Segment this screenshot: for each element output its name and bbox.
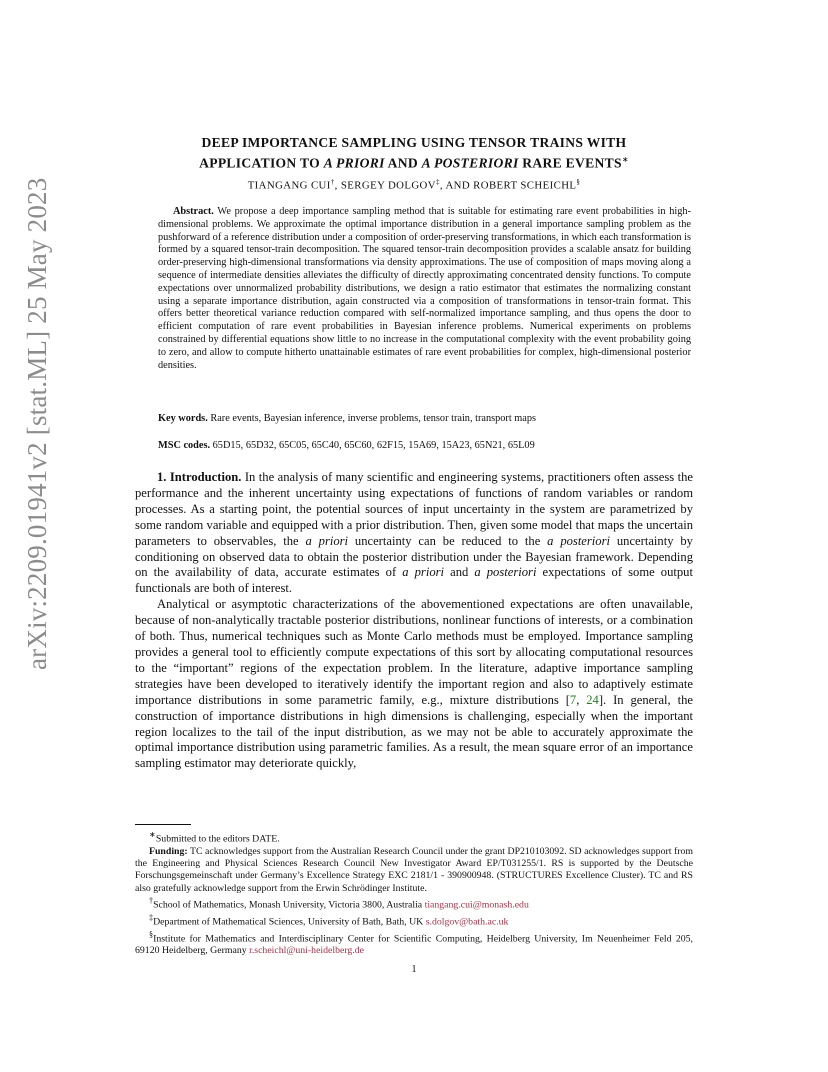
msc-label: MSC codes. — [158, 440, 211, 451]
italic-term: a priori — [305, 533, 349, 548]
paper-title — [135, 134, 693, 172]
author-name: , AND ROBERT SCHEICHL — [439, 179, 577, 192]
italic-term: a priori — [402, 565, 445, 580]
footnote-affiliation-scheichl — [135, 929, 693, 958]
footnote-text: School of Mathematics, Monash University, Victoria 3800, Australia — [153, 899, 425, 911]
abstract-text: We propose a deep importance sampling method that is suitable for estimating rare event probabilities in high-dimensional problems. We approximate the optimal importance distribution in a general importance sampling problem as the pushforward of a reference distribution under a composition of order-preserving transformations, in which each transformation is formed by a squared tensor-train decomposition. The squared tensor-train decomposition provides a scalable ansatz for building order-preserving high-dimensional transformations via density approximations. The use of composition of maps moving along a sequence of intermediate densities alleviates the difficulty of directly approximating concentrated density functions. To compute expectations over unnormalized probability distributions, we design a ratio estimator that estimates the normalizing constant using a separate importance distribution, again constructed via a composition of transformations in tensor-train format. This offers better theoretical variance reduction compared with self-normalized importance sampling, and thus opens the door to efficient computation of rare event probabilities in Bayesian inference problems. Numerical experiments on problems constrained by differential equations show little to no increase in the computational complexity with the event probability going to zero, and allow to compute hitherto unattainable estimates of rare event probabilities for complex, high-dimensional posterior densities. — [158, 206, 692, 371]
title-text: APPLICATION TO — [199, 155, 324, 171]
author-name: TIANGANG CUI — [247, 179, 331, 192]
footnote-submitted — [135, 829, 693, 846]
email-link[interactable]: s.dolgov@bath.ac.uk — [425, 916, 509, 928]
msc-text: 65D15, 65D32, 65C05, 65C40, 65C60, 62F15, 15A69, 15A23, 65N21, 65L09 — [212, 440, 535, 451]
footnote-mark: § — [149, 929, 154, 939]
paragraph-text: , — [576, 692, 587, 707]
title-line-1: DEEP IMPORTANCE SAMPLING USING TENSOR TRAINS WITH — [201, 135, 627, 150]
author-footnote-mark[interactable]: § — [576, 178, 581, 186]
author-footnote-mark[interactable]: † — [330, 178, 335, 186]
footnote-text: TC acknowledges support from the Australian Research Council under the grant DP210103092. SD acknowledges support from the Engineering and Physical Sciences Research Council New Investigator Award EP/T031255/1. RS is supported by the Deutsche Forschungsgemeinschaft under Germany’s Excellence Strategy EXC 2181/1 - 390900948. (STRUCTURES Excellence Cluster). TC and RS also gratefully acknowledge support from the Erwin Schrödinger Institute. — [135, 845, 693, 894]
paragraph-text: ]. In general, the construction of importance distributions in high dimensions is challenging, especially when the important region localizes to the tail of the input distribution, as we may not be able to accurately approximate the optimal importance distribution using parametric families. As a result, the mean square error of an importance sampling estimator may deteriorate quickly, — [135, 692, 693, 771]
citation-link[interactable]: 7 — [569, 692, 577, 707]
title-italic: A PRIORI — [323, 155, 385, 171]
paragraph-text: uncertainty by conditioning on observed data to obtain the posterior distribution under the Bayesian framework. Depending on the availability of data, accurate estimates of — [135, 533, 693, 580]
author-name: , SERGEY DOLGOV — [334, 179, 436, 192]
abstract-label: Abstract. — [172, 206, 214, 217]
title-line-2 — [135, 151, 693, 172]
paragraph-text: Analytical or asymptotic characterizations of the abovementioned expectations are often unavailable, because of non-analytically tractable posterior distributions, nonlinear functions of interests, or a combination of both. Thus, numerical techniques such as Monte Carlo methods must be employed. Importance sampling provides a general tool to efficiently compute expectations of this sort by allocating computational resources to the “important” regions of the expectation problem. In the literature, adaptive importance sampling strategies have been developed to iteratively identify the important region and also to adaptively estimate importance distributions in some parametric family, e.g., mixture distributions [ — [135, 597, 693, 707]
footnote-mark: † — [149, 896, 154, 906]
email-link[interactable]: tiangang.cui@monash.edu — [424, 899, 529, 911]
author-list — [135, 178, 693, 192]
paragraph-text: In the analysis of many scientific and engineering systems, practitioners often assess the performance and the inherent uncertainty using expectations of functions of random variables or random processes. As a starting point, the potential sources of input uncertainty in the system are parametrized by some random variable and equipped with a prior distribution. Then, given some model that maps the uncertain parameters to observables, the — [135, 470, 693, 548]
footnote-rule — [135, 824, 191, 825]
title-italic: A POSTERIORI — [421, 155, 519, 171]
arxiv-identifier-stamp: arXiv:2209.01941v2 [stat.ML] 25 May 2023 — [22, 177, 52, 670]
paragraph-text: and — [444, 565, 475, 580]
footnote-text: Institute for Mathematics and Interdisciplinary Center for Scientific Computing, Heidelberg University, Im Neuenheimer Feld 205, 69120 Heidelberg, Germany — [135, 932, 693, 957]
intro-paragraph-2 — [135, 597, 693, 772]
section-heading: 1. Introduction. — [157, 470, 242, 484]
intro-paragraph-1 — [135, 470, 693, 597]
footnotes — [135, 829, 693, 958]
citation-link[interactable]: 24 — [586, 692, 599, 707]
footnote-affiliation-dolgov — [135, 912, 693, 929]
footnote-affiliation-cui — [135, 895, 693, 912]
title-text: RARE EVENTS — [518, 155, 622, 171]
footnote-mark: ‡ — [149, 912, 154, 922]
keywords-label: Key words. — [158, 413, 208, 424]
title-text: AND — [384, 155, 422, 171]
italic-term: a posteriori — [474, 565, 537, 580]
footnote-mark: ∗ — [149, 830, 156, 839]
title-footnote-mark[interactable]: ∗ — [621, 155, 629, 164]
italic-term: a posteriori — [547, 533, 610, 548]
footnote-text: Submitted to the editors DATE. — [155, 833, 280, 845]
msc-codes — [158, 439, 691, 452]
author-footnote-mark[interactable]: ‡ — [435, 178, 440, 186]
paragraph-text: uncertainty can be reduced to the — [348, 533, 548, 548]
paragraph-text: expectations of some output functionals are both of interest. — [135, 565, 693, 596]
keywords — [158, 412, 691, 425]
footnote-funding — [135, 846, 693, 896]
keywords-text: Rare events, Bayesian inference, inverse problems, tensor train, transport maps — [210, 413, 537, 424]
introduction-section — [135, 470, 693, 772]
page-number: 1 — [411, 964, 417, 975]
email-link[interactable]: r.scheichl@uni-heidelberg.de — [249, 945, 365, 957]
funding-label: Funding: — [149, 845, 188, 857]
footnote-text: Department of Mathematical Sciences, University of Bath, Bath, UK — [153, 916, 426, 928]
abstract — [158, 206, 691, 372]
